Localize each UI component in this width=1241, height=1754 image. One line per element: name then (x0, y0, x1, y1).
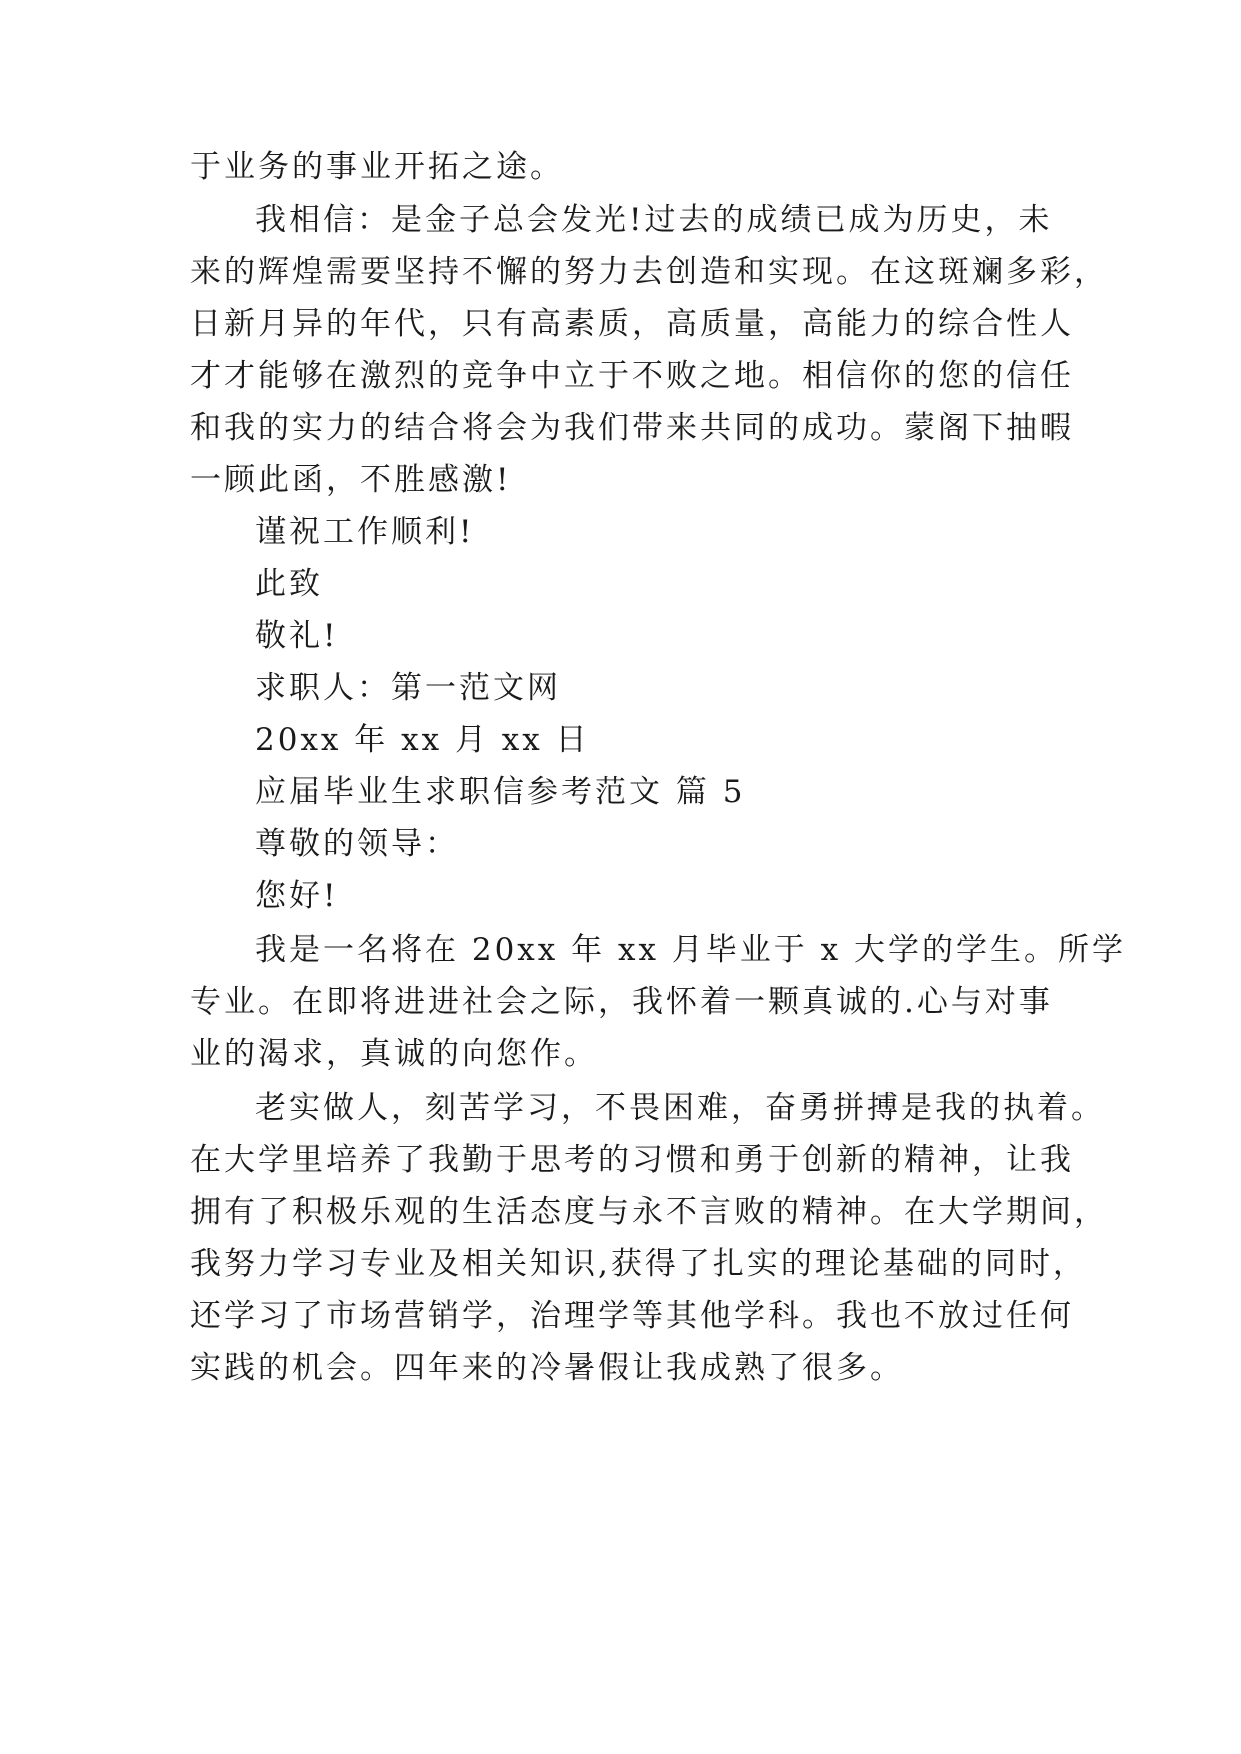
text-line: 日新月异的年代，只有高素质，高质量，高能力的综合性人 (190, 306, 1074, 342)
text-line: 在大学里培养了我勤于思考的习惯和勇于创新的精神，让我 (190, 1142, 1074, 1178)
text-line: 我努力学习专业及相关知识,获得了扎实的理论基础的同时， (190, 1246, 1087, 1282)
text-line: 实践的机会。四年来的冷暑假让我成熟了很多。 (190, 1350, 904, 1386)
closing-regards: 敬礼! (255, 618, 339, 654)
text-line: 拥有了积极乐观的生活态度与永不言败的精神。在大学期间， (190, 1194, 1108, 1230)
text-line: 我是一名将在 20xx 年 xx 月毕业于 x 大学的学生。所学 (255, 932, 1126, 968)
closing-wish: 谨祝工作顺利! (255, 514, 475, 550)
signature: 求职人：第一范文网 (255, 670, 561, 706)
greeting-hello: 您好! (255, 878, 339, 914)
greeting: 尊敬的领导： (255, 826, 459, 862)
date-line: 20xx 年 xx 月 xx 日 (255, 722, 590, 758)
text-line: 业的渴求，真诚的向您作。 (190, 1036, 598, 1072)
text-line: 专业。在即将进进社会之际，我怀着一颗真诚的.心与对事 (190, 984, 1053, 1020)
text-line: 才才能够在激烈的竞争中立于不败之地。相信你的您的信任 (190, 358, 1074, 394)
text-line: 来的辉煌需要坚持不懈的努力去创造和实现。在这斑斓多彩， (190, 254, 1108, 290)
section-heading: 应届毕业生求职信参考范文 篇 5 (255, 774, 746, 810)
text-line: 一顾此函，不胜感激! (190, 462, 512, 498)
text-line: 还学习了市场营销学，治理学等其他学科。我也不放过任何 (190, 1298, 1074, 1334)
text-line: 老实做人，刻苦学习，不畏困难，奋勇拼搏是我的执着。 (255, 1090, 1105, 1126)
text-line: 我相信：是金子总会发光!过去的成绩已成为历史，未 (255, 202, 1053, 238)
text-line: 和我的实力的结合将会为我们带来共同的成功。蒙阁下抽暇 (190, 410, 1074, 446)
text-line: 于业务的事业开拓之途。 (190, 149, 564, 185)
closing-salutation: 此致 (255, 566, 323, 602)
